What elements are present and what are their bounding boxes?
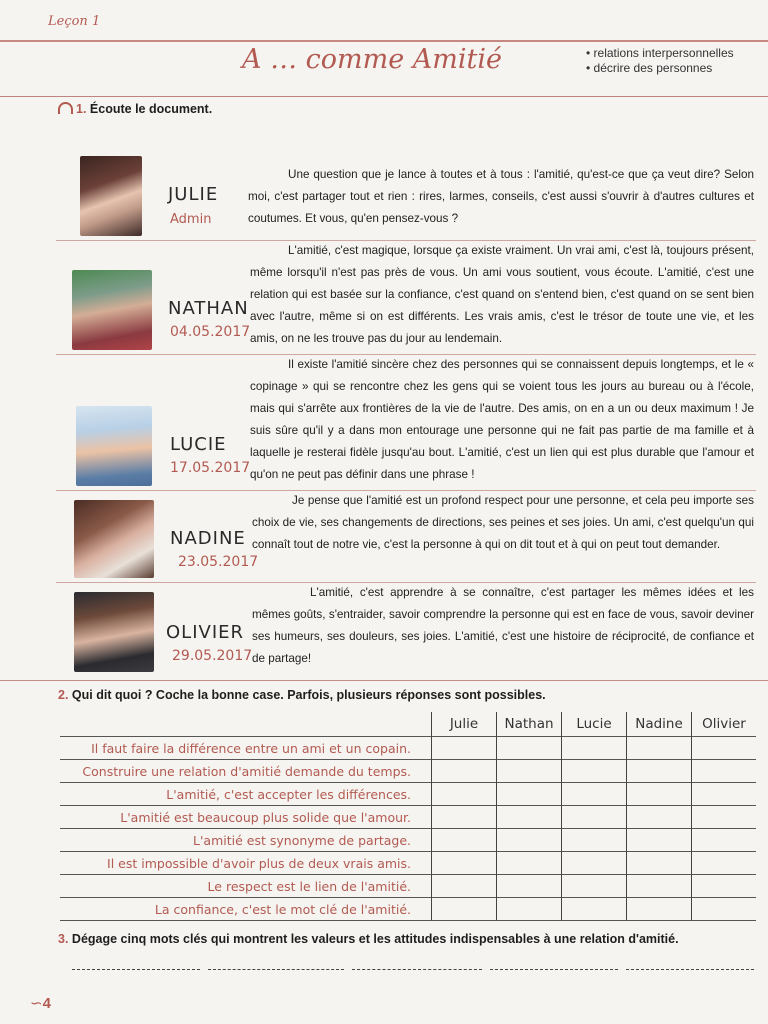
- statement-text: La confiance, c'est le mot clé de l'amitié.: [60, 898, 432, 921]
- answer-blank-4[interactable]: [490, 968, 618, 970]
- column-header: Julie: [432, 712, 497, 737]
- swirl-icon: ∽: [30, 995, 43, 1012]
- column-header: Olivier: [692, 712, 757, 737]
- comment-date: 29.05.2017: [172, 648, 253, 664]
- comment-date: 23.05.2017: [178, 554, 259, 570]
- checkbox-cell-nadine[interactable]: [627, 760, 692, 783]
- checkbox-cell-lucie[interactable]: [562, 829, 627, 852]
- checkbox-cell-nadine[interactable]: [627, 829, 692, 852]
- checkbox-cell-olivier[interactable]: [692, 852, 757, 875]
- header-divider-bottom: [0, 96, 768, 97]
- checkbox-cell-lucie[interactable]: [562, 852, 627, 875]
- statement-header: [60, 712, 432, 737]
- checkbox-cell-julie[interactable]: [432, 829, 497, 852]
- table-row: [60, 852, 756, 875]
- exercise-2-instruction: Qui dit quoi ? Coche la bonne case. Parfois, plusieurs réponses sont possibles.: [71, 688, 546, 702]
- exercise-3-number: 3.: [58, 932, 69, 946]
- checkbox-cell-julie[interactable]: [432, 760, 497, 783]
- checkbox-cell-nathan[interactable]: [497, 898, 562, 921]
- commenter-name: OLIVIER: [166, 622, 245, 643]
- table-row: [60, 806, 756, 829]
- exercise-3-heading: [58, 932, 679, 946]
- checkbox-cell-nathan[interactable]: [497, 852, 562, 875]
- checkbox-cell-nadine[interactable]: [627, 806, 692, 829]
- statement-text: Le respect est le lien de l'amitié.: [60, 875, 432, 898]
- checkbox-cell-olivier[interactable]: [692, 806, 757, 829]
- checkbox-cell-nathan[interactable]: [497, 806, 562, 829]
- checkbox-cell-olivier[interactable]: [692, 875, 757, 898]
- table-row: [60, 875, 756, 898]
- exercise-1-number: 1.: [76, 102, 87, 116]
- table-row: [60, 783, 756, 806]
- commenter-name: NADINE: [170, 528, 246, 549]
- statement-text: Il faut faire la différence entre un ami et un copain.: [60, 737, 432, 760]
- commenter-name: NATHAN: [168, 298, 249, 319]
- comment-date: 04.05.2017: [170, 324, 251, 340]
- statement-text: L'amitié est beaucoup plus solide que l'amour.: [60, 806, 432, 829]
- checkbox-cell-julie[interactable]: [432, 875, 497, 898]
- checkbox-cell-nadine[interactable]: [627, 898, 692, 921]
- checkbox-cell-julie[interactable]: [432, 806, 497, 829]
- exercise-2-heading: [58, 688, 546, 702]
- who-says-what-table: [60, 712, 756, 921]
- table-row: [60, 898, 756, 921]
- table-row: [60, 829, 756, 852]
- answer-blank-5[interactable]: [626, 968, 754, 970]
- page-title: A … comme Amitié: [241, 44, 502, 75]
- checkbox-cell-lucie[interactable]: [562, 875, 627, 898]
- checkbox-cell-nadine[interactable]: [627, 783, 692, 806]
- lesson-label: Leçon 1: [48, 14, 101, 29]
- checkbox-cell-lucie[interactable]: [562, 783, 627, 806]
- page-number: [30, 994, 51, 1012]
- header-divider: [0, 40, 768, 42]
- checkbox-cell-julie[interactable]: [432, 898, 497, 921]
- checkbox-cell-olivier[interactable]: [692, 829, 757, 852]
- avatar-lucie: [76, 406, 152, 486]
- table-row: [60, 760, 756, 783]
- answer-blank-3[interactable]: [352, 968, 482, 970]
- exercise-1-instruction: Écoute le document.: [89, 102, 213, 116]
- checkbox-cell-olivier[interactable]: [692, 898, 757, 921]
- checkbox-cell-nadine[interactable]: [627, 875, 692, 898]
- commenter-role: Admin: [170, 212, 212, 227]
- avatar-nathan: [72, 270, 152, 350]
- objective-item: • décrire des personnes: [586, 61, 734, 76]
- commenter-name: JULIE: [168, 184, 219, 205]
- checkbox-cell-lucie[interactable]: [562, 898, 627, 921]
- statement-text: Construire une relation d'amitié demande du temps.: [60, 760, 432, 783]
- comment-text: Je pense que l'amitié est un profond respect pour une personne, et cela peu importe ses choix de vie, ses changements de directions, ses peines et ses joies. Un ami, c'est quelqu'un qui connaît tout de notre vie, c'est la personne à qui on dit tout et à qui on peut tout demander.: [252, 494, 754, 551]
- checkbox-cell-olivier[interactable]: [692, 737, 757, 760]
- table-header-row: [60, 712, 756, 737]
- comment-text: Il existe l'amitié sincère chez des personnes qui se connaissent depuis longtemps, et le « copinage » qui se rencontre chez les gens qui se voient tous les jours au bureau ou à l'école, mais qui s'arrête aux frontières de la vie de l'autre. Des amis, on en a un ou deux maximum ! Je suis sûre qu'il y a dans mon entourage une personne qui ne fait pas partie de ma famille et à laquelle je resterai fidèle jusqu'au bout. L'amitié, c'est un lien qui est plus durable que l'amour et qu'on ne peut pas définir dans une phrase !: [250, 358, 754, 481]
- comment-date: 17.05.2017: [170, 460, 251, 476]
- page-number-value: 4: [42, 995, 51, 1012]
- checkbox-cell-julie[interactable]: [432, 852, 497, 875]
- section-divider: [0, 680, 768, 681]
- checkbox-cell-olivier[interactable]: [692, 760, 757, 783]
- answer-blank-2[interactable]: [208, 968, 344, 970]
- column-header: Lucie: [562, 712, 627, 737]
- checkbox-cell-julie[interactable]: [432, 737, 497, 760]
- comment-text: L'amitié, c'est apprendre à se connaître, c'est partager les mêmes idées et les mêmes goûts, s'entraider, savoir comprendre la personne qui est en face de vous, savoir deviner ses humeurs, ses douleurs, ses joies. L'amitié, c'est une histoire de réciprocité, de confiance et de partage!: [252, 586, 754, 665]
- checkbox-cell-nadine[interactable]: [627, 852, 692, 875]
- checkbox-cell-nadine[interactable]: [627, 737, 692, 760]
- statement-text: L'amitié, c'est accepter les différences.: [60, 783, 432, 806]
- statement-text: L'amitié est synonyme de partage.: [60, 829, 432, 852]
- comment-text: Une question que je lance à toutes et à tous : l'amitié, qu'est-ce que ça veut dire? Selon moi, c'est partager tout et rien : rires, larmes, conseils, c'est aussi s'ouvrir à d'autres cultures et coutumes. Et vous, qu'en pensez-vous ?: [248, 168, 754, 225]
- statement-text: Il est impossible d'avoir plus de deux vrais amis.: [60, 852, 432, 875]
- checkbox-cell-lucie[interactable]: [562, 737, 627, 760]
- comment-text: L'amitié, c'est magique, lorsque ça existe vraiment. Un vrai ami, c'est là, toujours présent, même lorsqu'il n'est pas près de vous. Un ami vous soutient, vous écoute. L'amitié, c'est une relation qui est basée sur la confiance, c'est quand on s'entend bien, c'est quand on se sent bien avec l'autre, même si on est différents. Les vrais amis, c'est le trésor de toute une vie, et les amis, on ne les trouve pas du jour au lendemain.: [250, 244, 754, 345]
- checkbox-cell-nathan[interactable]: [497, 737, 562, 760]
- answer-blank-1[interactable]: [72, 968, 200, 970]
- exercise-1-heading: [58, 102, 212, 116]
- exercise-2-number: 2.: [58, 688, 69, 702]
- avatar-olivier: [74, 592, 154, 672]
- column-header: Nathan: [497, 712, 562, 737]
- checkbox-cell-nathan[interactable]: [497, 783, 562, 806]
- checkbox-cell-nathan[interactable]: [497, 760, 562, 783]
- checkbox-cell-julie[interactable]: [432, 783, 497, 806]
- exercise-3-instruction: Dégage cinq mots clés qui montrent les valeurs et les attitudes indispensables à une relation d'amitié.: [71, 932, 679, 946]
- avatar-nadine: [74, 500, 154, 578]
- avatar-julie: [80, 156, 142, 236]
- checkbox-cell-nathan[interactable]: [497, 875, 562, 898]
- checkbox-cell-nathan[interactable]: [497, 829, 562, 852]
- checkbox-cell-lucie[interactable]: [562, 760, 627, 783]
- checkbox-cell-olivier[interactable]: [692, 783, 757, 806]
- commenter-name: LUCIE: [170, 434, 227, 455]
- checkbox-cell-lucie[interactable]: [562, 806, 627, 829]
- objective-item: • relations interpersonnelles: [586, 46, 734, 61]
- column-header: Nadine: [627, 712, 692, 737]
- headphones-icon: [58, 102, 73, 114]
- objectives-list: [586, 46, 734, 76]
- table-row: [60, 737, 756, 760]
